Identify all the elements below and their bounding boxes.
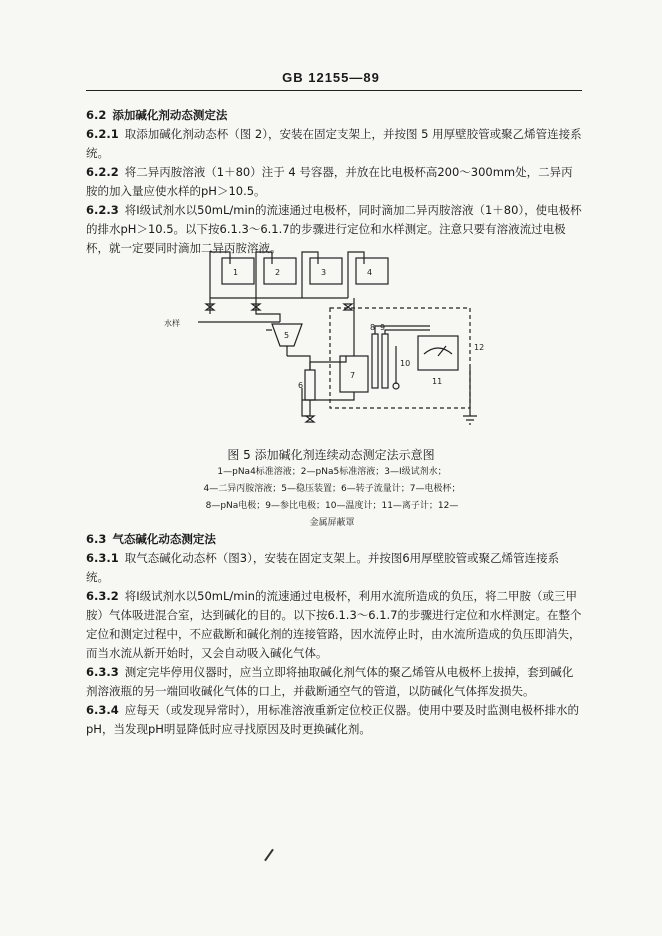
section-number: 6.2 [86,108,107,122]
header-rule [86,90,582,91]
label-container-1: 1 [233,268,239,277]
label-container-2: 2 [275,268,281,277]
section-6-3 [86,530,582,739]
figure-5-diagram [160,238,500,438]
section-6-2-heading [86,106,582,125]
label-water-sample: 水样 [164,319,180,328]
paragraph-6-2-1 [86,125,582,163]
legend-line: 金属屏蔽罩 [309,518,355,528]
label-thermometer: 10 [400,359,411,368]
label-shield: 12 [474,343,485,352]
apparatus-schematic [160,238,500,438]
section-title: 气态碱化动态测定法 [112,532,216,546]
clause-text: 将二异丙胺溶液（1＋80）注于 4 号容器，并放在比电极杯高200～300mm处，二异丙胺的加入量应使水样的pH＞10.5。 [86,165,573,198]
legend-line: 8—pNa电极；9—参比电极；10—温度计；11—离子计；12— [205,501,459,511]
label-ion-meter: 11 [432,377,443,386]
figure-legend [182,464,482,532]
paragraph-6-3-3 [86,663,582,701]
paragraph-6-3-1 [86,549,582,587]
clause-text: 将Ⅰ级试剂水以50mL/min的流速通过电极杯，利用水流所造成的负压，将二甲胺（或三甲胺）气体吸进混合室，达到碱化的目的。以下按6.1.3～6.1.7的步骤进行定位和水样测定。在整个定位和测定过程中，不应截断和碱化剂的连接管路，因水流停止时，由水流所造成的负压即消失，而当水流从新开始时，又会自动吸入碱化气体。 [86,589,582,660]
section-title: 添加碱化剂动态测定法 [112,108,228,122]
label-electrode-cup: 7 [350,371,356,380]
clause-number: 6.2.2 [86,165,119,179]
clause-text: 取气态碱化动态杯（图3），安装在固定支架上。并按图6用厚壁胶管或聚乙烯管连接系统。 [86,551,560,584]
label-stabilizer: 5 [284,331,290,340]
clause-number: 6.3.3 [86,665,119,679]
paragraph-6-3-4 [86,701,582,739]
clause-number: 6.3.4 [86,703,119,717]
figure-caption: 图 5 添加碱化剂连续动态测定法示意图 [227,448,435,462]
clause-number: 6.3.1 [86,551,119,565]
legend-line: 4—二异丙胺溶液；5—稳压装置；6—转子流量计；7—电极杯； [203,484,461,494]
label-rotameter: 6 [298,381,304,390]
clause-number: 6.2.3 [86,203,119,217]
clause-number: 6.2.1 [86,127,119,141]
clause-number: 6.3.2 [86,589,119,603]
section-6-3-heading [86,530,582,549]
label-container-3: 3 [321,268,327,277]
label-container-4: 4 [367,268,373,277]
section-6-2 [86,106,582,258]
clause-text: 将Ⅰ级试剂水以50mL/min的流速通过电极杯，同时滴加二异丙胺溶液（1＋80），使电极杯的排水pH＞10.5。以下按6.1.3～6.1.7的步骤进行定位和水样测定。注意只要有溶液流过电极杯，就一定要同时滴加二异丙胺溶液。 [86,203,582,255]
label-pna-electrode: 8 [370,323,376,332]
section-number: 6.3 [86,532,107,546]
legend-line: 1—pNa4标准溶液；2—pNa5标准溶液；3—Ⅰ级试剂水； [217,467,447,477]
paragraph-6-2-2 [86,163,582,201]
clause-text: 测定完毕停用仪器时，应当立即将抽取碱化剂气体的聚乙烯管从电极杯上拔掉，套到碱化剂溶液瓶的另一端回收碱化气体的口上，并截断通空气的管道，以防碱化气体挥发损失。 [86,665,574,698]
standard-number-header: GB 12155—89 [282,70,380,85]
clause-text: 应每天（或发现异常时），用标准溶液重新定位校正仪器。使用中要及时监测电极杯排水的pH，当发现pH明显降低时应寻找原因及时更换碱化剂。 [86,703,579,736]
clause-text: 取添加碱化剂动态杯（图 2），安装在固定支架上，并按图 5 用厚壁胶管或聚乙烯管连接系统。 [86,127,582,160]
pen-mark [264,849,274,862]
label-reference-electrode: 9 [380,323,386,332]
paragraph-6-3-2 [86,587,582,663]
